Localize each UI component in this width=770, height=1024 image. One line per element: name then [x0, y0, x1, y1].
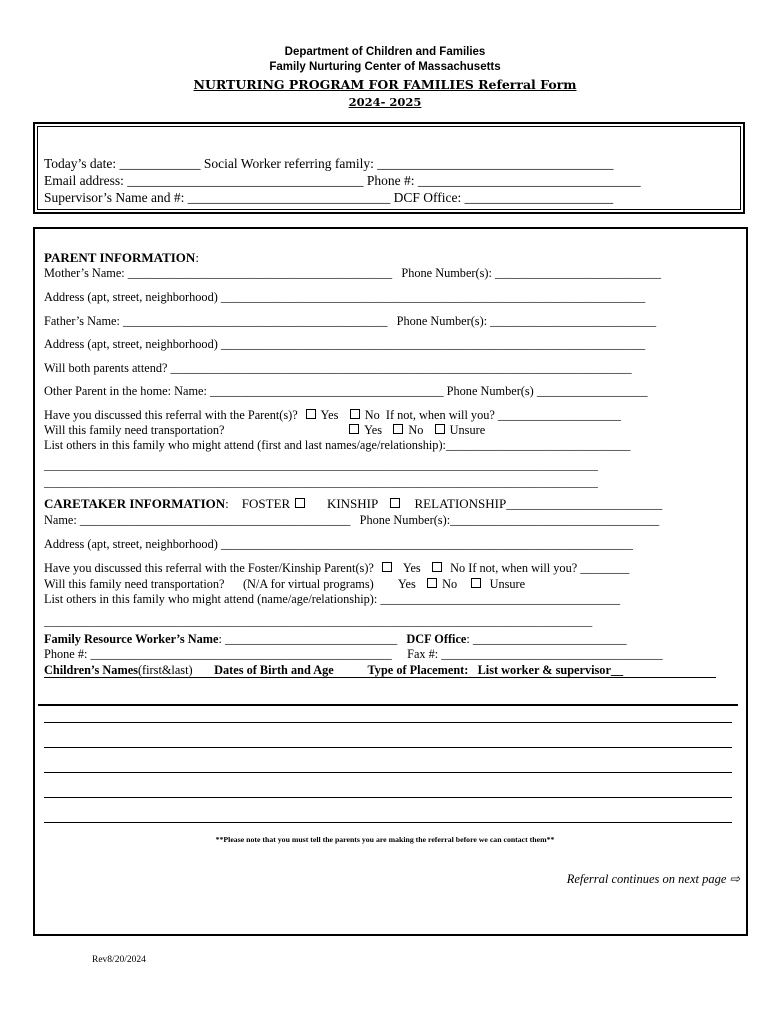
continues-note: Referral continues on next page ⇨: [566, 872, 740, 886]
mother-address-line[interactable]: Address (apt, street, neighborhood) _____________________________________________________________________: [44, 290, 646, 304]
foster-checkbox[interactable]: [295, 498, 305, 508]
caretaker-transport-no-checkbox[interactable]: [427, 578, 437, 588]
caretaker-discussed-no-checkbox[interactable]: [432, 562, 442, 572]
form-title: NURTURING PROGRAM FOR FAMILIES Referral Form: [193, 77, 577, 92]
kinship-checkbox[interactable]: [390, 498, 400, 508]
parent-transport-line: Will this family need transportation? Yes No Unsure: [44, 423, 486, 437]
email-phone-line[interactable]: Email address: ___________________________________ Phone #: _________________________________: [44, 173, 641, 188]
phone-fax-line: Phone #: _________________________________________________ Fax #: ____________________________________: [44, 647, 663, 661]
arrow-right-icon: ⇨: [729, 872, 740, 886]
caretaker-discussed-yes-checkbox[interactable]: [382, 562, 392, 572]
parent-info-heading: PARENT INFORMATION:: [44, 250, 199, 265]
caretaker-transport-unsure-checkbox[interactable]: [471, 578, 481, 588]
frw-line: Family Resource Worker’s Name: ____________________________ DCF Office: _________________________: [44, 632, 627, 646]
children-row-5[interactable]: [44, 822, 732, 823]
caretaker-blank-line[interactable]: __________________________________________________________________________________________________: [44, 616, 593, 628]
parent-transport-no-checkbox[interactable]: [393, 424, 403, 434]
caretaker-address-line[interactable]: Address (apt, street, neighborhood) ___________________________________________________________________: [44, 537, 633, 551]
department-heading: Department of Children and Families: [284, 46, 486, 58]
children-header-underline: [44, 677, 716, 678]
parent-transport-yes-checkbox[interactable]: [349, 424, 359, 434]
caretaker-others-line[interactable]: List others in this family who might attend (name/age/relationship): _______________________________________: [44, 592, 621, 606]
other-parent-line[interactable]: Other Parent in the home: Name: ______________________________________ Phone Number(s) __________________: [44, 384, 648, 398]
mother-name-line[interactable]: Mother’s Name: ___________________________________________ Phone Number(s): ___________________________: [44, 266, 661, 280]
parent-others-line[interactable]: List others in this family who might attend (first and last names/age/relationship):______________________________: [44, 438, 631, 452]
parent-blank-line-1[interactable]: ___________________________________________________________________________________________________: [44, 460, 598, 472]
father-address-line[interactable]: Address (apt, street, neighborhood) _____________________________________________________________________: [44, 337, 646, 351]
caretaker-name-line[interactable]: Name: ____________________________________________ Phone Number(s):__________________________________: [44, 513, 660, 527]
children-row-3[interactable]: [44, 772, 732, 773]
children-row-1[interactable]: [44, 722, 732, 723]
children-header-line: Children’s Names(first&last) Dates of Birth and Age Type of Placement: List worker & supervisor__: [44, 663, 624, 677]
caretaker-transport-line: Will this family need transportation? (N/A for virtual programs) Yes No Unsure: [44, 577, 526, 591]
children-table-top-rule: [38, 704, 738, 706]
form-year: 2024- 2025: [348, 95, 422, 109]
todays-date-line[interactable]: Today’s date: ____________ Social Worker referring family: ___________________________________: [44, 156, 614, 171]
caretaker-heading-line: CARETAKER INFORMATION: FOSTER KINSHIP RELATIONSHIP________________________: [44, 496, 663, 511]
parent-blank-line-2[interactable]: ___________________________________________________________________________________________________: [44, 477, 598, 489]
parent-discussed-no-checkbox[interactable]: [350, 409, 360, 419]
father-name-line[interactable]: Father’s Name: ___________________________________________ Phone Number(s): ___________________________: [44, 314, 657, 328]
supervisor-line[interactable]: Supervisor’s Name and #: ______________________________ DCF Office: ______________________: [44, 190, 614, 205]
parent-transport-unsure-checkbox[interactable]: [435, 424, 445, 434]
caretaker-discussed-line: Have you discussed this referral with the Foster/Kinship Parent(s)? Yes No If not, when will you? ________: [44, 561, 630, 575]
parent-discussed-line: Have you discussed this referral with the Parent(s)? Yes No If not, when will you? ____________________: [44, 408, 621, 422]
revision-date: Rev8/20/2024: [92, 955, 146, 965]
children-row-2[interactable]: [44, 747, 732, 748]
parent-discussed-yes-checkbox[interactable]: [306, 409, 316, 419]
children-row-4[interactable]: [44, 797, 732, 798]
parents-notice: **Please note that you must tell the parents you are making the referral before we can contact them**: [215, 835, 555, 844]
both-parents-attend-line[interactable]: Will both parents attend? ___________________________________________________________________________: [44, 361, 632, 375]
center-heading: Family Nurturing Center of Massachusetts: [269, 61, 501, 73]
